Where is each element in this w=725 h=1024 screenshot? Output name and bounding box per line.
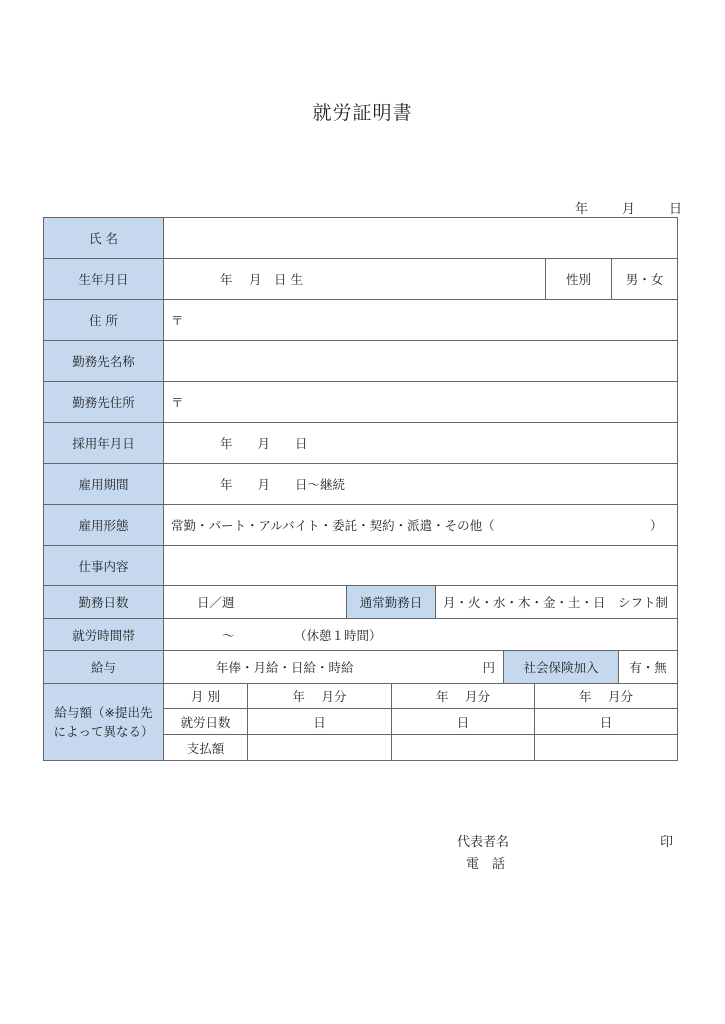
birth-label: 生年月日 [44,259,164,300]
salary-label: 給与 [44,651,164,684]
work-days-field[interactable]: 日／週 [164,586,347,619]
work-hours-tilde: 〜 [222,627,235,643]
pay-days-label: 就労日数 [164,709,248,735]
employer-address-label: 勤務先住所 [44,382,164,423]
certificate-form [43,217,678,761]
pay-month-cell-2[interactable]: 年 月分 [392,684,535,709]
pay-amount-row-label: 支払額 [164,735,248,760]
pay-days-cell-3[interactable]: 日 [535,709,677,735]
employer-name-label: 勤務先名称 [44,341,164,382]
seal-mark: 印 [660,835,674,850]
work-days-label: 勤務日数 [44,586,164,619]
address-label: 住 所 [44,300,164,341]
birth-field[interactable]: 年 月 日 生 [164,259,546,300]
pay-days-cell-1[interactable]: 日 [248,709,392,735]
job-label: 仕事内容 [44,546,164,586]
name-label: 氏 名 [44,218,164,259]
usual-days-field[interactable]: 月・火・水・木・金・土・日 シフト制 [436,586,677,619]
hire-date-field[interactable]: 年 月 日 [164,423,677,464]
employment-type-field[interactable] [164,505,677,546]
insurance-label: 社会保険加入 [504,651,619,684]
address-field[interactable]: 〒 [164,300,677,341]
name-field[interactable] [164,218,677,259]
pay-amount-cell-1[interactable] [248,735,392,760]
phone-label: 電 話 [466,857,506,872]
hire-date-label: 採用年月日 [44,423,164,464]
work-hours-field[interactable] [164,619,677,651]
work-hours-label: 就労時間帯 [44,619,164,651]
employment-type-label: 雇用形態 [44,505,164,546]
job-field[interactable] [164,546,677,586]
date-day: 日 [669,202,683,217]
pay-month-label: 月 別 [164,684,248,709]
salary-yen: 円 [482,660,495,675]
employment-type-options: 常勤・パート・アルバイト・委託・契約・派遣・その他（ [171,518,495,533]
sex-field[interactable]: 男・女 [612,259,677,300]
pay-amount-cell-3[interactable] [535,735,677,760]
employer-name-field[interactable] [164,341,677,382]
pay-month-cell-1[interactable]: 年 月分 [248,684,392,709]
employer-address-field[interactable]: 〒 [164,382,677,423]
salary-field[interactable] [164,651,504,684]
work-hours-break: （休憩１時間） [294,627,382,643]
representative-label: 代表者名 [457,835,510,850]
salary-type: 年俸・月給・日給・時給 [216,660,354,675]
pay-amount-label: 給与額（※提出先によって異なる） [44,684,164,760]
date-month: 月 [622,202,636,217]
period-label: 雇用期間 [44,464,164,505]
usual-days-label: 通常勤務日 [347,586,436,619]
employment-type-close: ） [650,518,663,533]
period-field[interactable]: 年 月 日〜継続 [164,464,677,505]
pay-days-cell-2[interactable]: 日 [392,709,535,735]
insurance-field[interactable]: 有・無 [619,651,677,684]
page-title: 就労証明書 [312,102,413,124]
date-year: 年 [575,202,589,217]
sex-label: 性別 [546,259,612,300]
pay-amount-cell-2[interactable] [392,735,535,760]
pay-month-cell-3[interactable]: 年 月分 [535,684,677,709]
